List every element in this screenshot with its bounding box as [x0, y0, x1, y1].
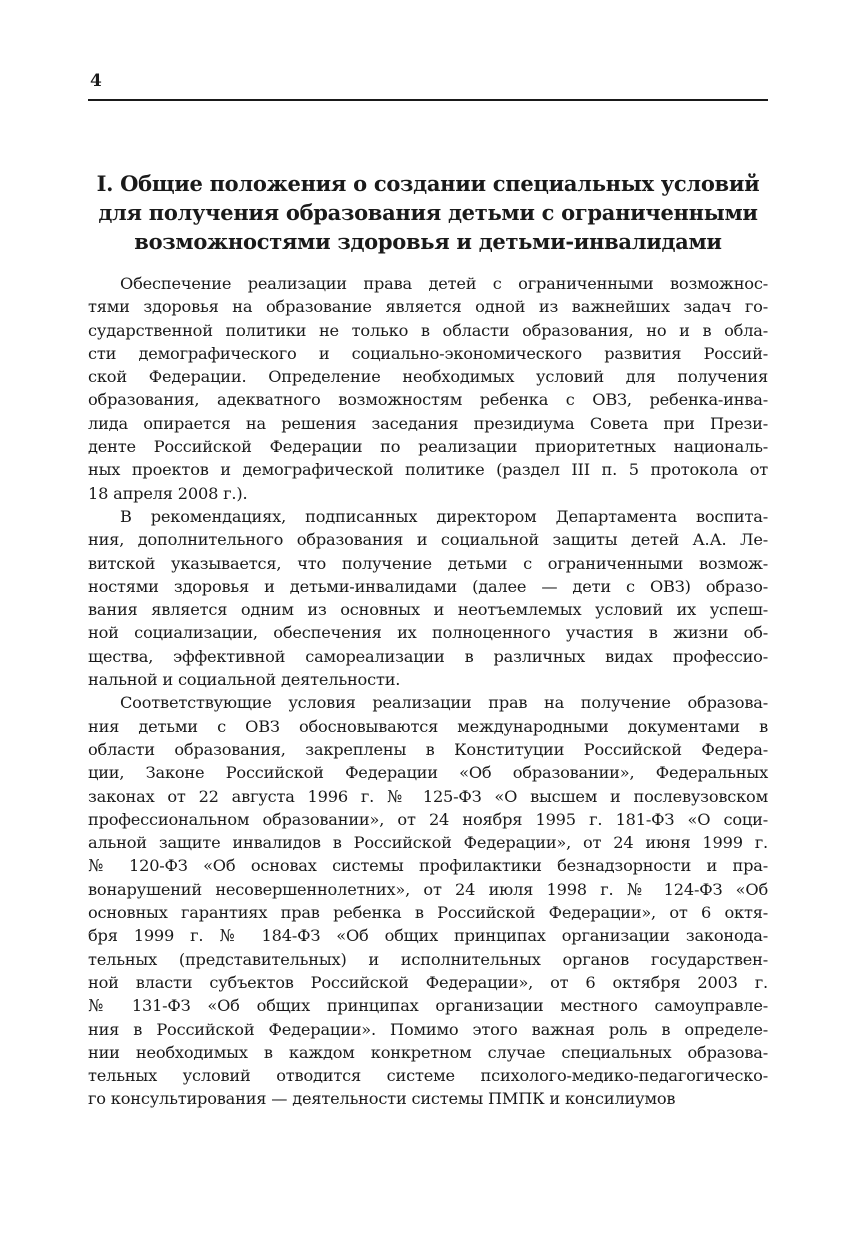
text-line: профессиональном образовании», от 24 ноября 1995 г. 181-ФЗ «О соци- — [88, 809, 768, 829]
text-line: основных гарантиях прав ребенка в Российской Федерации», от 6 октя- — [88, 903, 768, 923]
text-line: ции, Законе Российской Федерации «Об образовании», Федеральных — [88, 763, 768, 783]
section-heading — [88, 169, 768, 256]
text-line: ния в Российской Федерации». Помимо этого важная роль в определе- — [88, 1019, 768, 1039]
text-line: витской указывается, что получение детьми с ограниченными возмож- — [88, 553, 768, 573]
text-line: лида опирается на решения заседания президиума Совета при Прези- — [88, 413, 768, 433]
text-line: № 131-ФЗ «Об общих принципах организации местного самоуправле- — [88, 996, 768, 1016]
text-line: нии необходимых в каждом конкретном случае специальных образова- — [88, 1042, 768, 1062]
text-line: ной власти субъектов Российской Федерации», от 6 октября 2003 г. — [88, 972, 768, 992]
text-line: Обеспечение реализации права детей с ограниченными возможнос- — [120, 274, 768, 293]
text-line: 18 апреля 2008 г.). — [88, 483, 248, 503]
text-line: законах от 22 августа 1996 г. № 125-ФЗ «О высшем и послевузовском — [88, 786, 768, 806]
text-line: ния, дополнительного образования и социальной защиты детей А.А. Ле- — [88, 530, 768, 550]
text-line: нальной и социальной деятельности. — [88, 670, 401, 690]
text-line: тями здоровья на образование является одной из важнейших задач го- — [88, 297, 768, 317]
text-line: В рекомендациях, подписанных директором Департамента воспита- — [120, 506, 768, 526]
text-line: образования, адекватного возможностям ребенка с ОВЗ, ребенка-инва- — [88, 390, 768, 410]
text-line: щества, эффективной самореализации в различных видах профессио- — [88, 646, 768, 666]
text-line: области образования, закреплены в Конституции Российской Федера- — [88, 739, 768, 759]
text-line: ской Федерации. Определение необходимых условий для получения — [88, 367, 768, 387]
text-line: го консультирования — деятельности системы ПМПК и консилиумов — [88, 1089, 676, 1109]
text-line: альной защите инвалидов в Российской Федерации», от 24 июня 1999 г. — [88, 833, 768, 853]
text-line: ностями здоровья и детьми-инвалидами (далее — дети с ОВЗ) образо- — [88, 576, 768, 596]
paragraph — [88, 272, 768, 505]
heading-line: I. Общие положения о создании специальных условий — [96, 171, 760, 196]
heading-line: для получения образования детьми с ограниченными — [98, 200, 758, 225]
header-rule — [88, 99, 768, 101]
heading-line: возможностями здоровья и детьми-инвалидами — [134, 229, 722, 254]
text-line: вания является одним из основных и неотъемлемых условий их успеш- — [88, 600, 768, 620]
text-line: тельных условий отводится системе психолого-медико-педагогическо- — [88, 1066, 768, 1086]
body-text — [88, 272, 768, 1111]
text-line: № 120-ФЗ «Об основах системы профилактики безнадзорности и пра- — [88, 856, 768, 876]
text-line: сти демографического и социально-экономического развития Россий- — [88, 343, 768, 363]
text-line: сударственной политики не только в области образования, но и в обла- — [88, 320, 768, 340]
page-number: 4 — [90, 71, 102, 91]
text-line: тельных (представительных) и исполнительных органов государствен- — [88, 949, 768, 969]
text-line: бря 1999 г. № 184-ФЗ «Об общих принципах организации законода- — [88, 926, 768, 946]
text-line: ных проектов и демографической политике (раздел III п. 5 протокола от — [88, 460, 768, 480]
text-line: ной социализации, обеспечения их полноценного участия в жизни об- — [88, 623, 768, 643]
paragraph — [88, 505, 768, 691]
paragraph — [88, 691, 768, 1110]
text-line: Соответствующие условия реализации прав на получение образова- — [120, 693, 768, 713]
text-line: ния детьми с ОВЗ обосновываются международными документами в — [88, 716, 768, 736]
text-line: денте Российской Федерации по реализации приоритетных националь- — [88, 437, 768, 457]
text-line: вонарушений несовершеннолетних», от 24 июля 1998 г. № 124-ФЗ «Об — [88, 879, 768, 899]
